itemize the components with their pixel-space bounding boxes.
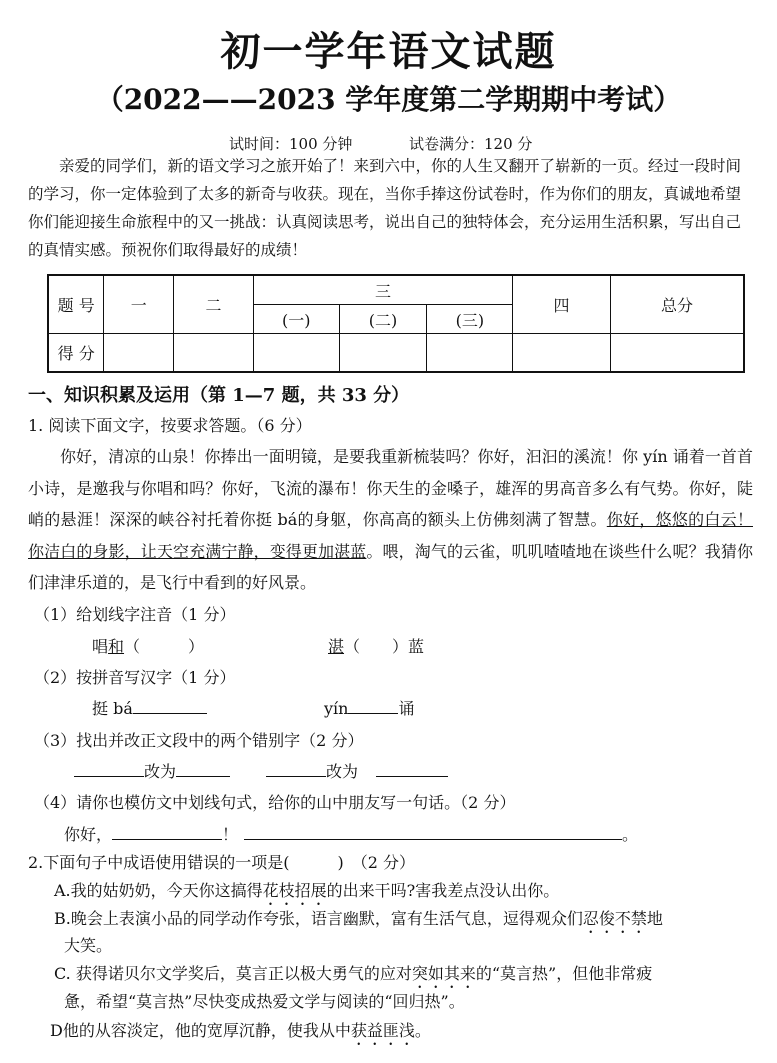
score-cell-part3-sub1[interactable] (253, 334, 339, 372)
question-2-stem: 2.下面句子中成语使用错误的一项是( ) （2 分） (28, 853, 416, 872)
exam-score-total: 试卷满分：120 分 (409, 135, 533, 153)
score-cell-part4[interactable] (513, 334, 611, 372)
question-1-sub4: （4）请你也模仿文中划线句式，给你的山中朋友写一句话。（2 分） (34, 793, 516, 812)
option-b[interactable]: B.晚会上表演小品的同学动作夸张，语言幽默，富有生活气息，逗得观众们忍俊不禁地 (54, 909, 663, 928)
answer-slot-he[interactable]: （ ） (124, 637, 205, 656)
header-cell-part4: 四 (513, 275, 611, 334)
sub3-correction-2: 改为 (266, 759, 448, 782)
score-cell-part2[interactable] (174, 334, 254, 372)
question-1-stem: 1. 阅读下面文字，按要求答题。（6 分） (28, 416, 312, 435)
answer-slot-zhan[interactable]: （ ）蓝 (344, 637, 425, 656)
option-c-line2: 惫，希望“莫言热”尽快变成热爱文学与阅读的“回归热”。 (64, 992, 465, 1011)
score-cell-total[interactable] (610, 334, 744, 372)
exam-time: 试时间：100 分钟 (229, 135, 353, 153)
exam-title: 初一学年语文试题 (220, 28, 557, 75)
passage-text-b: 。喂，淘气的云雀，叽叽喳喳地在谈些什么呢？我猜你们津津乐道的，是飞行中看到的好风景。 (28, 541, 753, 592)
option-b-line2: 大笑。 (64, 936, 113, 955)
option-b-idiom: 忍俊不禁 (582, 909, 647, 928)
header-cell-part2: 二 (174, 275, 254, 334)
score-row-label: 得 分 (48, 334, 104, 372)
fixed-char-blank-2[interactable] (376, 762, 448, 777)
exam-subtitle: （2022——2023 学年度第二学期期中考试） (95, 83, 682, 116)
underlined-char-he: 和 (108, 637, 125, 656)
sub1-item-b (328, 634, 424, 657)
header-cell-total: 总分 (610, 275, 744, 334)
option-c-idiom: 突如其来 (411, 964, 476, 983)
intro-paragraph (28, 152, 750, 264)
header-cell-part3-sub2: (二) (339, 305, 427, 334)
sub4-blank-sentence[interactable] (244, 825, 622, 840)
score-cell-part3-sub3[interactable] (427, 334, 513, 372)
option-a-idiom: 花枝招展 (262, 881, 327, 900)
wrong-char-blank-1[interactable] (74, 762, 144, 777)
score-table (47, 274, 745, 373)
question-1-sub2: （2）按拼音写汉字（1 分） (34, 668, 236, 687)
fixed-char-blank-1[interactable] (176, 762, 230, 777)
wrong-char-blank-2[interactable] (266, 762, 326, 777)
header-cell-part3-sub1: (一) (253, 305, 339, 334)
header-cell-part3-sub3: (三) (427, 305, 513, 334)
question-1-sub1: （1）给划线字注音（1 分） (34, 605, 236, 624)
header-cell-part3: 三 (253, 275, 512, 305)
score-cell-part3-sub2[interactable] (339, 334, 427, 372)
sub3-correction-1: 改为 (74, 759, 230, 782)
underlined-char-zhan: 湛 (328, 637, 345, 656)
answer-blank-yin[interactable] (348, 699, 398, 714)
sub1-item-a: 唱和（ ） (92, 637, 205, 656)
question-1-sub3: （3）找出并改正文段中的两个错别字（2 分） (34, 731, 364, 750)
header-cell-number: 题 号 (48, 275, 104, 334)
sub2-item-b: yín 诵 (324, 699, 415, 718)
sub4-answer-line: 你好， ！ 。 (64, 825, 639, 844)
passage-text-a: 你好，清凉的山泉！你捧出一面明镜，是要我重新梳装吗？你好，汩汩的溪流！你 yín 诵着一首首小诗，是邀我与你唱和吗？你好，飞流的瀑布！你天生的金嗓子，雄浑的男高音多么有气势。你好，陡峭的悬涯！深深的峡谷衬托着你挺 bá的身躯，你高高的额头上仿佛刻满了智慧。 (28, 447, 753, 529)
question-1-passage (28, 441, 753, 599)
score-cell-part1[interactable] (104, 334, 174, 372)
option-d-idiom: 获益匪浅 (350, 1021, 415, 1040)
option-c[interactable]: C. 获得诺贝尔文学奖后，莫言正以极大勇气的应对突如其来的“莫言热”，但他非常疲 (54, 964, 653, 983)
section-heading: 一、知识积累及运用（第 1—7 题，共 33 分） (28, 385, 410, 406)
intro-text: 亲爱的同学们，新的语文学习之旅开始了！来到六中，你的人生又翻开了崭新的一页。经过一段时间的学习，你一定体验到了太多的新奇与收获。现在，当你手捧这份试卷时，作为你们的朋友，真诚地希望你们能迎接生命旅程中的又一挑战：认真阅读思考，说出自己的独特体会，充分运用生活积累，写出自己的真情实感。预祝你们取得最好的成绩！ (28, 157, 742, 259)
header-cell-part1: 一 (104, 275, 174, 334)
option-d[interactable]: D他的从容淡定，他的宽厚沉静，使我从中获益匪浅。 (50, 1021, 431, 1040)
answer-blank-ba[interactable] (133, 699, 207, 714)
sub4-blank-object[interactable] (112, 825, 222, 840)
passage-underlined-sentence: 你好，悠悠的白云！你洁白的身影，让天空充满宁静，变得更加湛蓝 (28, 510, 753, 561)
option-a[interactable]: A.我的姑奶奶，今天你这搞得花枝招展的出来干吗?害我差点没认出你。 (54, 881, 560, 900)
sub2-item-a: 挺 bá (92, 696, 207, 719)
